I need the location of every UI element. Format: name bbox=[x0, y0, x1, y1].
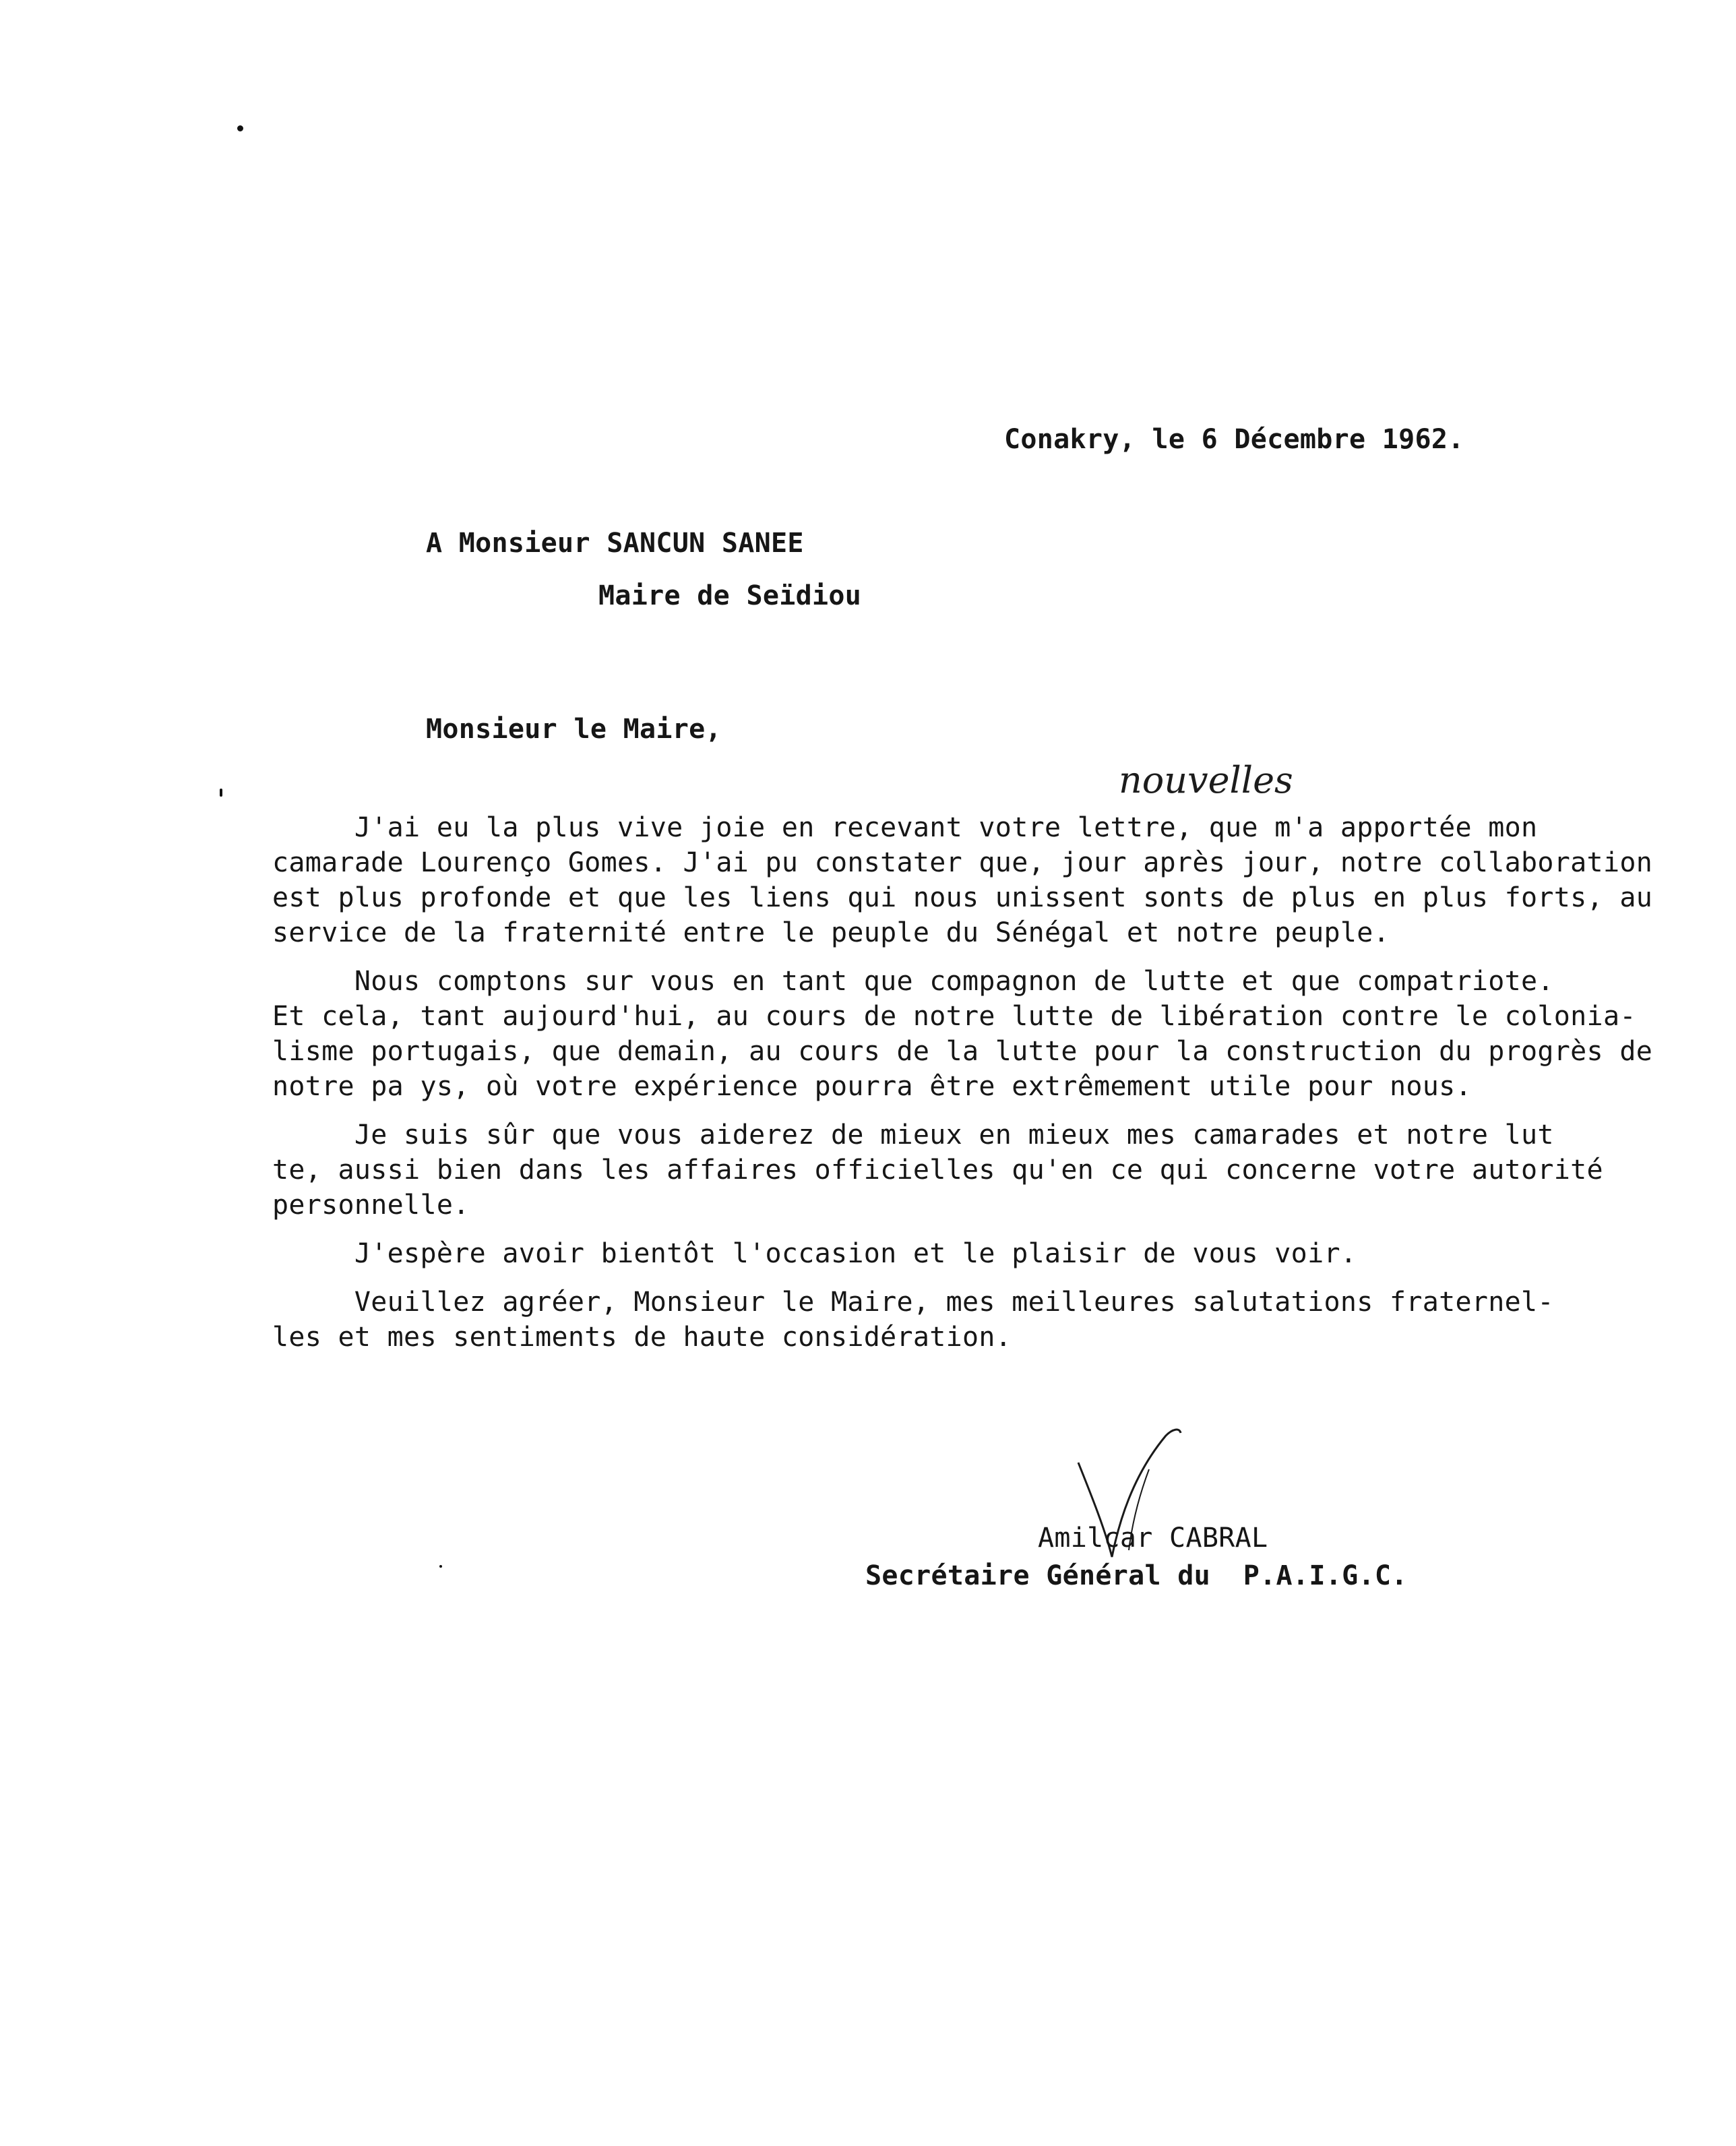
paragraph-5-line-2: les et mes sentiments de haute considération. bbox=[272, 1322, 1012, 1353]
paragraph-3-line-1: Je suis sûr que vous aiderez de mieux en mieux mes camarades et notre lut bbox=[272, 1120, 1554, 1151]
paragraph-5-line-1: Veuillez agréer, Monsieur le Maire, mes meilleures salutations fraternel- bbox=[272, 1287, 1554, 1318]
place-date: Conakry, le 6 Décembre 1962. bbox=[1004, 424, 1464, 455]
paragraph-2-line-2: Et cela, tant aujourd'hui, au cours de notre lutte de libération contre le colonia- bbox=[272, 1001, 1636, 1032]
paragraph-4-line-1: J'espère avoir bientôt l'occasion et le plaisir de vous voir. bbox=[272, 1238, 1357, 1269]
paragraph-1-line-4: service de la fraternité entre le peuple du Sénégal et notre peuple. bbox=[272, 917, 1390, 948]
signatory-name: Amilcar CABRAL bbox=[1038, 1523, 1268, 1554]
paragraph-1-line-3: est plus profonde et que les liens qui nous unissent sonts de plus en plus forts, au bbox=[272, 882, 1653, 913]
paragraph-2-line-1: Nous comptons sur vous en tant que compagnon de lutte et que compatriote. bbox=[272, 966, 1554, 997]
scan-speck bbox=[220, 789, 222, 797]
paragraph-1-line-2: camarade Lourenço Gomes. J'ai pu constater que, jour après jour, notre collaboration bbox=[272, 847, 1653, 878]
scan-speck bbox=[237, 125, 243, 131]
paragraph-3-line-3: personnelle. bbox=[272, 1190, 470, 1221]
salutation: Monsieur le Maire, bbox=[426, 714, 722, 745]
scan-speck bbox=[439, 1565, 442, 1568]
handwritten-insert: nouvelles bbox=[1119, 759, 1293, 801]
recipient-line-1: A Monsieur SANCUN SANEE bbox=[426, 528, 804, 559]
paragraph-2-line-4: notre pa ys, où votre expérience pourra être extrêmement utile pour nous. bbox=[272, 1071, 1472, 1102]
paragraph-3-line-2: te, aussi bien dans les affaires officielles qu'en ce qui concerne votre autorité bbox=[272, 1155, 1603, 1186]
signatory-title: Secrétaire Général du P.A.I.G.C. bbox=[865, 1560, 1408, 1591]
paragraph-2-line-3: lisme portugais, que demain, au cours de la lutte pour la construction du progrès de bbox=[272, 1036, 1653, 1067]
recipient-line-2: Maire de Seïdiou bbox=[598, 580, 862, 611]
paragraph-1-line-1: J'ai eu la plus vive joie en recevant votre lettre, que m'a apportée mon bbox=[272, 812, 1538, 843]
